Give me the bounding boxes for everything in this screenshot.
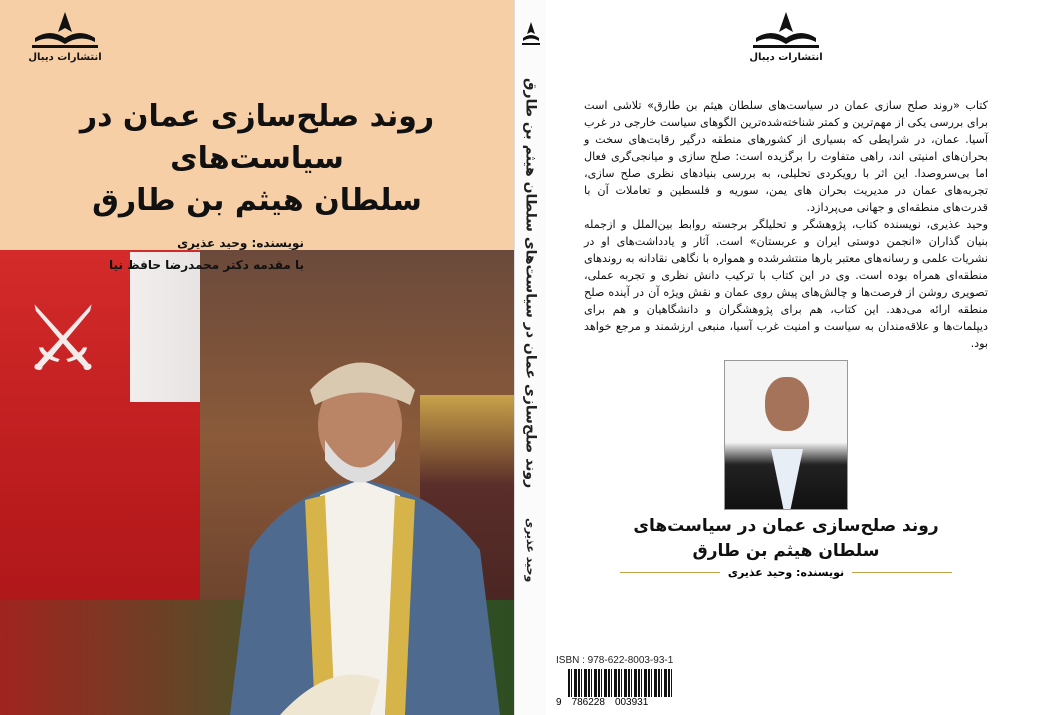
isbn-block: [556, 655, 673, 709]
book-title: روند صلح‌سازی عمان در سیاست‌های سلطان هیثم بن طارق: [79, 99, 435, 218]
oman-emblem-icon: ⚔: [22, 287, 104, 392]
book-quill-icon: [751, 10, 821, 52]
barcode-digits-right: 003931: [614, 697, 649, 708]
spine-logo-icon: [521, 20, 541, 48]
barcode-numbers: [556, 697, 673, 709]
back-cover: [546, 0, 1053, 715]
spine-title: روند صلح‌سازی عمان در سیاست‌های سلطان هیثم بن طارق: [522, 78, 539, 489]
barcode-digit: 9: [556, 697, 562, 708]
publisher-logo-back: انتشارات دیبال: [746, 10, 826, 63]
spine-author: وحید عذیری: [524, 518, 537, 583]
barcode-digits-left: 786228: [571, 697, 605, 708]
divider: [852, 572, 952, 573]
divider: [620, 572, 720, 573]
front-cover: [0, 0, 514, 715]
barcode: [568, 669, 673, 697]
front-text-block: [0, 96, 514, 276]
publisher-logo: انتشارات دیبال: [25, 10, 105, 63]
book-spine: [514, 0, 546, 715]
back-author-line: نویسنده: وحید عذیری: [727, 566, 845, 579]
book-description: کتاب «روند صلح سازی عمان در سیاست‌های سلطان هیثم بن طارق» تلاشی است برای بررسی یکی از مهم‌ترین و کمتر شناخته‌شده‌ترین الگوهای سیاست خارجی در غرب آسیا. عمان، در شرایطی که بسیاری از کشورهای منطقه درگیر رقابت‌های سخت و بحران‌های امنیتی اند، راهی متفاوت را برگزیده است: صلح سازی و میانجی‌گری فعال اما بی‌سروصدا. این اثر با رویکردی تحلیلی، به بررسی بنیادهای نظری صلح سازی، تجربه‌های عمان در مدیریت بحران های یمن، سوریه و فلسطین و تعاملات آن با قدرت‌های منطقه‌ای و جهانی می‌پردازد. وحید عذیری، نویسنده کتاب، پژوهشگر و تحلیلگر برجسته روابط بین‌الملل و ازجمله بنیان گذاران «انجمن دوستی ایران و عربستان» است. آثار و یادداشت‌های او در نشریات علمی و رسانه‌های معتبر بارها منتشرشده و همواره با نگاهی نقادانه به روندهای منطقه‌ای همراه بوده است. وی در این کتاب با ترکیب دانش نظری و تجربه عملی، تصویری روشن از فرصت‌ها و چالش‌های پیش روی عمان و نقش ویژه آن در آینده صلح منطقه ارائه می‌دهد. این کتاب، هم برای پژوهشگران و دانشگاهیان و هم برای دیپلمات‌ها و علاقه‌مندان به سیاست و امنیت غرب آسیا، منبعی ارزشمند و مرجع خواهد بود.: [584, 99, 988, 350]
back-book-title: روند صلح‌سازی عمان در سیاست‌های سلطان هیثم بن طارق: [633, 516, 939, 561]
isbn: ISBN : 978-622-8003-93-1: [556, 655, 674, 666]
author-photo: [724, 360, 848, 510]
sultan-portrait: [210, 320, 510, 715]
book-quill-icon: [30, 10, 100, 52]
author-line: نویسنده: وحید عذیری: [177, 236, 304, 250]
introduction-line: با مقدمه دکتر محمدرضا حافظ نیا: [109, 258, 304, 272]
back-content: [584, 97, 988, 579]
back-author-row: [620, 566, 952, 579]
